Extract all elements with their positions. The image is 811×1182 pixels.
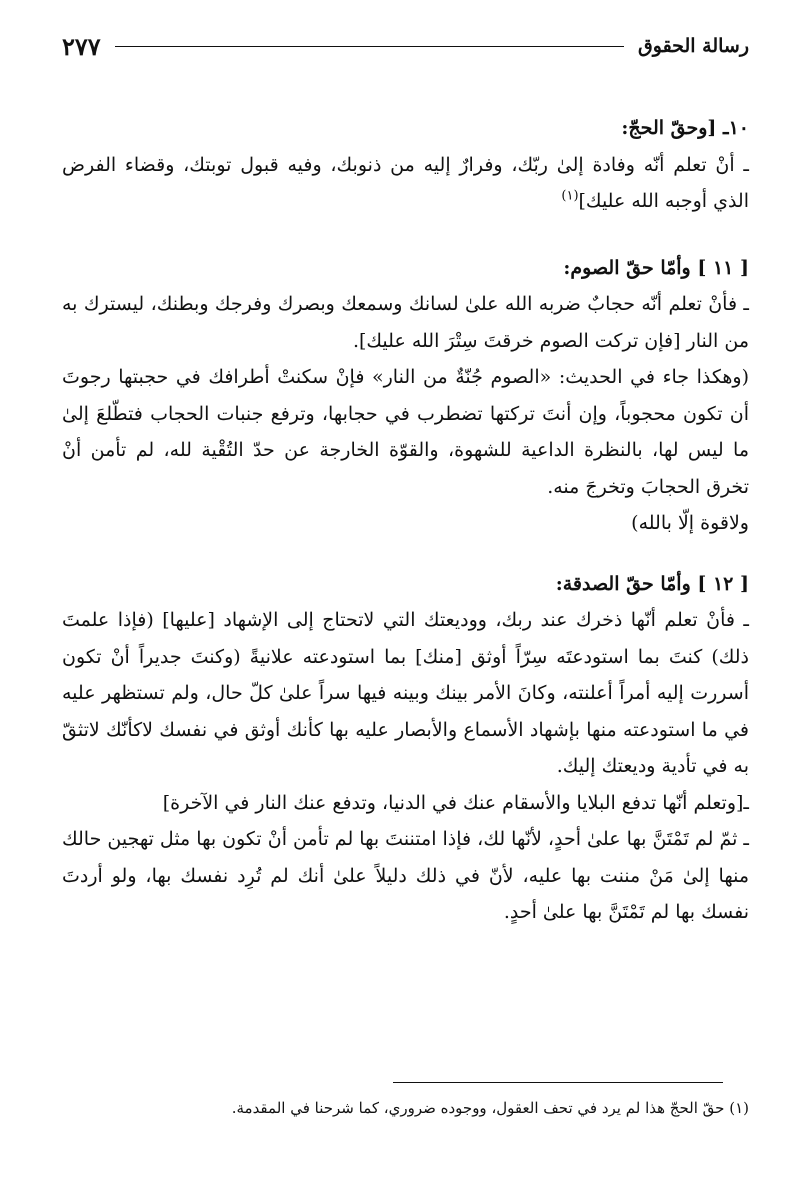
sawm-paragraph-2: (وهكذا جاء في الحديث: «الصوم جُنّةٌ من النار» فإنْ سكنتْ أطرافك في حجبتها رجوتَ أن تكون محجوباً، وإن أنتَ تركتها تضطرب في حجابها، وترفع جنبات الحجاب فتطّلعَ إلىٰ ما ليس لها، بالنظرة الداعية للشهوة، والقوّة الخارجة عن حدّ التُقْية لله، لم تأمن أنْ تخرق الحجابَ وتخرجَ منه. bbox=[62, 366, 749, 498]
section-heading-sadaqa: [ ١٢ ] وأمّا حقّ الصدقة: bbox=[555, 572, 749, 595]
footnote: (١) حقّ الحجّ هذا لم يرد في تحف العقول، ووجوده ضروري، كما شرحنا في المقدمة. bbox=[231, 1099, 749, 1117]
hajj-paragraph-text: ـ أنْ تعلم أنّه وفادة إلىٰ ربّك، وفرارٌ إليه من ذنوبك، وفيه قبول توبتك، وقضاء الفرض الذي أوجبه الله عليك] bbox=[62, 153, 749, 212]
section-gap bbox=[62, 542, 749, 566]
page-header bbox=[62, 26, 749, 66]
sadaqa-paragraph-1: ـ فأنْ تعلم أنّها ذخرك عند ربك، ووديعتك التي لاتحتاج إلى الإشهاد [عليها] (فإذا علمتَ ذلك) كنتَ بما استودعتَه سِرّاً أوثق [منك] بما استودعته علانيةً (وكنتَ جديراً أنْ تكون أسررت إليه أمراً أعلنته، وكانَ الأمر بينك وبينه فيها سراً علىٰ كلّ حال، ولم تستظهر عليه في ما استودعته منها بإشهاد الأسماع والأبصار عليه بها كأنك أوثق في نفسك لاكأنّك لاتثقّ به في تأدية وديعتك إليك. bbox=[62, 609, 749, 777]
sadaqa-paragraph-3: ـ ثمّ لم تَمْتَنَّ بها علىٰ أحدٍ، لأنّها لك، فإذا امتننتَ بها لم تأمن أنْ تكون بها مثل تهجين حالك منها إلىٰ مَنْ مننت بها عليه، لأنّ في ذلك دليلاً علىٰ أنك لم تُرِد نفسك بها، ولو أردتَ نفسك بها لم تَمْتَنَّ بها علىٰ أحدٍ. bbox=[62, 828, 749, 923]
footnote-divider bbox=[393, 1082, 723, 1083]
page-number: ٢٧٧ bbox=[62, 31, 101, 61]
page-body bbox=[62, 110, 749, 931]
section-gap bbox=[62, 220, 749, 250]
sadaqa-paragraph-2: ـ[وتعلم أنّها تدفع البلايا والأسقام عنك في الدنيا، وتدفع عنك النار في الآخرة] bbox=[162, 791, 749, 814]
sawm-paragraph-3: ولاقوة إلّا بالله) bbox=[631, 512, 749, 534]
section-heading-sawm: [ ١١ ] وأمّا حقّ الصوم: bbox=[563, 256, 749, 279]
hajj-paragraph bbox=[62, 147, 749, 220]
running-title: رسالة الحقوق bbox=[638, 35, 749, 57]
header-rule bbox=[115, 46, 624, 47]
sawm-paragraph-1: ـ فأنْ تعلم أنّه حجابٌ ضربه الله علىٰ لسانك وسمعك وبصرك وفرجك وبطنك، ليسترك به من النار [فإن تركت الصوم خرقتَ سِتْرَ الله عليك]. bbox=[62, 293, 749, 352]
section-heading-hajj: ١٠ـ [وحقّ الحجّ: bbox=[621, 117, 749, 139]
footnote-marker[interactable]: (١) bbox=[561, 188, 579, 204]
